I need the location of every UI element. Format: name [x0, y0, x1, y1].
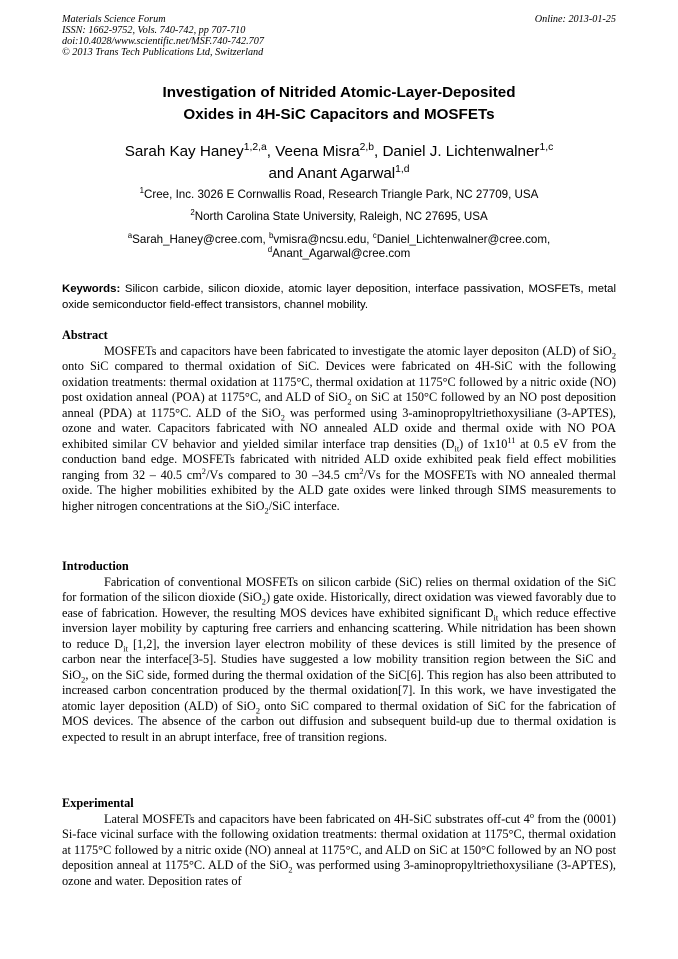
author-conjunction: and	[268, 165, 298, 182]
email-text: Anant_Agarwal@cree.com	[272, 247, 411, 260]
email-text: vmisra@ncsu.edu,	[273, 233, 373, 246]
paper-title	[62, 82, 616, 126]
author-affiliation-mark: 2,b	[359, 141, 374, 153]
email-list	[62, 233, 616, 261]
email-text: Daniel_Lichtenwalner@cree.com,	[376, 233, 551, 246]
journal-name: Materials Science Forum	[62, 14, 166, 25]
journal-doi: doi:10.4028/www.scientific.net/MSF.740-742.707	[62, 36, 264, 47]
section-heading: Abstract	[62, 328, 108, 342]
journal-header	[62, 14, 616, 58]
email-mark: c	[372, 231, 377, 241]
section-heading: Experimental	[62, 796, 134, 810]
section-heading: Introduction	[62, 559, 129, 573]
journal-issn: ISSN: 1662-9752, Vols. 740-742, pp 707-710	[62, 25, 246, 36]
email-mark: b	[268, 231, 274, 241]
author-name: Sarah Kay Haney	[124, 143, 244, 160]
abstract-paragraph: MOSFETs and capacitors have been fabricated to investigate the atomic layer depositon (ALD) of SiO$_2$ onto SiC compared to thermal oxidation of SiC. Devices were fabricated on 4H-SiC with the following oxidation treatments: thermal oxidation at 1175°C, thermal oxidation at 1175°C followed by a nitric oxide (NO) post oxidation anneal (POA) at 1175°C, and ALD of SiO$_2$ on SiC at 150°C followed by an NO post deposition anneal (PDA) at 1175°C. ALD of the SiO$_2$ was performed using 3-aminopropyltriethoxysiliane (3-APTES), ozone and water. Capacitors fabricated with NO annealed ALD oxide and thermal oxide with NO POA exhibited similar CV behavior and yielded similar interface trap densities $(D_{it})$ of $1x10^{11}$ at 0.5 eV from the conduction band edge. MOSFETs fabricated with nitrided ALD oxide exhibited peak field effect mobilities ranging from 32 – 40.5 $cm^2/Vs$ compared to 30 –34.5 $cm^2/Vs$ for the MOSFETs with NO annealed thermal oxide. The higher mobilities exhibited by the ALD gate oxides were linked through SIMS measurements to higher nitrogen concentrations at the SiO$_2$/SiC interface.	[62, 343, 616, 515]
email-line-1	[62, 233, 616, 247]
email-mark: d	[267, 245, 273, 255]
keywords-label: Keywords:	[62, 283, 121, 295]
affiliation-text: North Carolina State University, Raleigh, NC 27695, USA	[194, 210, 488, 223]
author-line-1	[62, 141, 616, 163]
email-mark: a	[127, 231, 133, 241]
author-affiliation-mark: 1,d	[395, 163, 410, 175]
email-line-2	[62, 247, 616, 261]
keywords	[62, 281, 616, 313]
title-line-1: Investigation of Nitrided Atomic-Layer-Deposited	[162, 84, 516, 101]
author-name: Anant Agarwal	[297, 165, 396, 182]
author-line-2	[62, 163, 616, 185]
introduction-section	[62, 559, 616, 745]
experimental-section	[62, 796, 616, 889]
affiliation-2	[62, 210, 616, 224]
author-affiliation-mark: 1,c	[539, 141, 554, 153]
keywords-text: Silicon carbide, silicon dioxide, atomic layer deposition, interface passivation, MOSFETs, metal oxide semiconductor field-effect transistors, channel mobility.	[62, 283, 616, 311]
introduction-paragraph: Fabrication of conventional MOSFETs on silicon carbide (SiC) relies on thermal oxidation of the SiC for formation of the silicon dioxide (SiO$_2$) gate oxide. Historically, direct oxidation was viewed favorably due to ease of fabrication. However, the resulting MOS devices have exhibited significant $D_{it}$ which reduce effective inversion layer mobility by capturing free carriers and enhancing scattering. While nitridation has been shown to reduce $D_{it}$ [1,2], the inversion layer electron mobility of these devices is still limited by the presence of carbon near the interface[3-5]. Studies have suggested a low mobility transition region between the SiC and SiO$_2$, on the SiC side, formed during the thermal oxidation of the SiC[6]. This region has also been attributed to increased carbon concentration produced by the thermal oxidation[7]. In this work, we have investigated the atomic layer deposition (ALD) of SiO$_2$ onto SiC compared to thermal oxidation of SiC for the fabrication of MOS devices. The absence of the carbon out diffusion and subsequent build-up due to thermal oxidation is expected to result in an abrupt interface, free of transition regions.	[62, 574, 617, 744]
affiliation-mark: 2	[190, 208, 195, 218]
experimental-paragraph: Lateral MOSFETs and capacitors have been fabricated on 4H-SiC substrates off-cut 4$^o$ from the (0001) Si-face vicinal surface with the following oxidation treatments: thermal oxidation at 1175°C, thermal oxidation at 1175°C followed by a nitric oxide (NO) anneal at 1175°C, and ALD on SiC at 150°C followed by an NO post deposition anneal at 1175°C. ALD of the SiO$_2$ was performed using 3-aminopropyltriethoxysiliane (3-APTES), ozone and water. Deposition rates of	[62, 810, 616, 888]
author-separator: ,	[266, 143, 276, 160]
online-date: Online: 2013-01-25	[534, 14, 616, 25]
affiliation-text: Cree, Inc. 3026 E Cornwallis Road, Research Triangle Park, NC 27709, USA	[144, 188, 539, 201]
author-separator: ,	[374, 143, 383, 160]
author-affiliation-mark: 1,2,a	[243, 141, 267, 153]
affiliation-mark: 1	[139, 186, 144, 196]
title-line-2: Oxides in 4H-SiC Capacitors and MOSFETs	[183, 106, 495, 123]
author-name: Daniel J. Lichtenwalner	[382, 143, 540, 160]
author-list	[62, 141, 616, 185]
affiliation-1	[62, 188, 616, 202]
email-text: Sarah_Haney@cree.com,	[132, 233, 269, 246]
abstract-section	[62, 328, 616, 514]
journal-copyright: © 2013 Trans Tech Publications Ltd, Switzerland	[62, 47, 264, 58]
author-name: Veena Misra	[275, 143, 360, 160]
